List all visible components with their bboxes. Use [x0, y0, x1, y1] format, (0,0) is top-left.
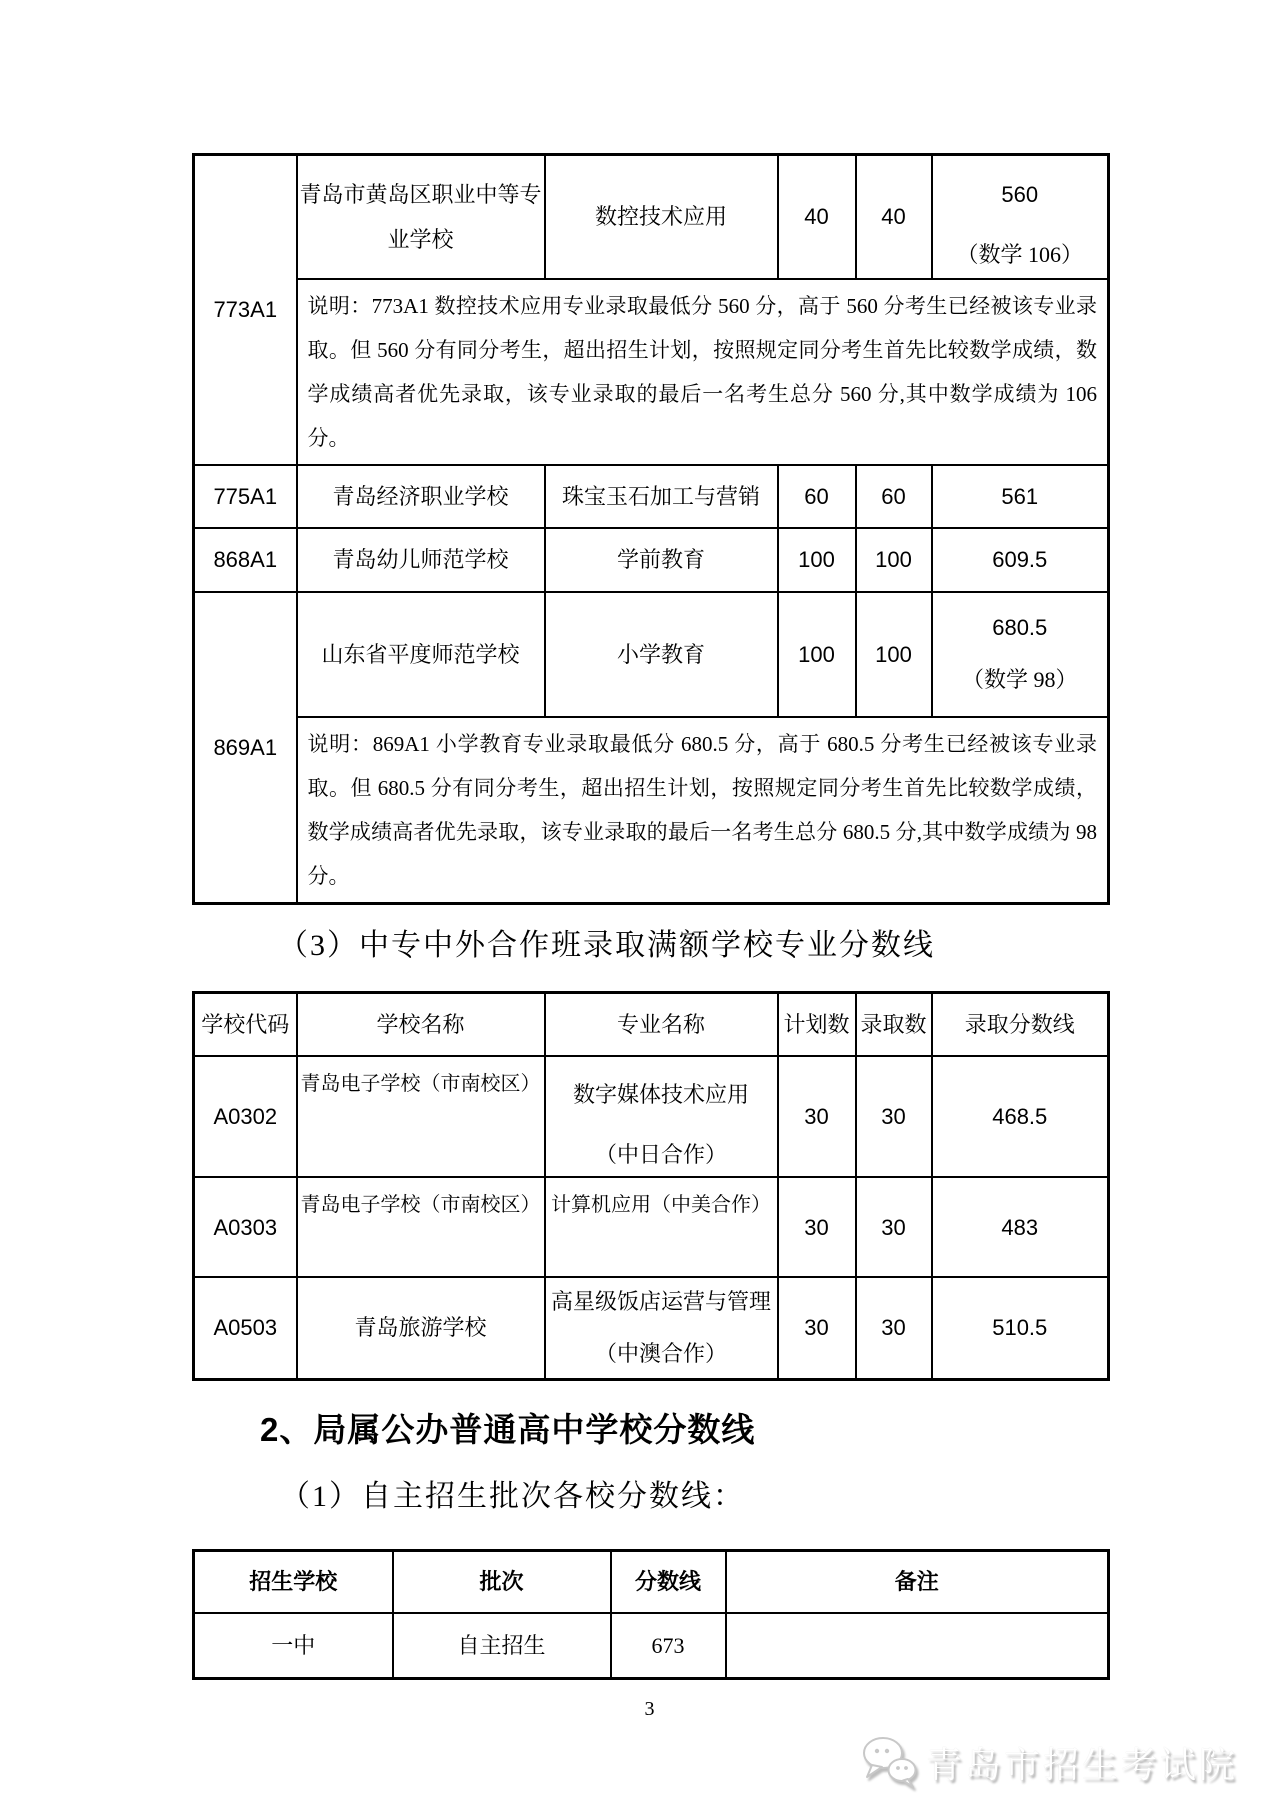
vocational-score-table	[192, 153, 1110, 905]
section-heading-self-enroll: （1）自主招生批次各校分数线：	[280, 1479, 745, 1513]
school-name-cell: 青岛经济职业学校	[297, 465, 545, 528]
batch-cell: 自主招生	[393, 1613, 611, 1678]
score-line-cell: 510.5	[932, 1277, 1109, 1379]
header-admitted-count: 录取数	[856, 992, 932, 1056]
plan-count-cell: 30	[778, 1177, 856, 1277]
table-row	[194, 155, 1109, 279]
school-code-cell: A0303	[194, 1177, 297, 1277]
coop-score-table	[192, 991, 1110, 1381]
score-line-cell: 561	[932, 465, 1109, 528]
admitted-count-cell: 100	[856, 528, 932, 592]
school-code-cell: A0503	[194, 1277, 297, 1379]
major-name-cell: 珠宝玉石加工与营销	[545, 465, 778, 528]
plan-count-cell: 100	[778, 528, 856, 592]
page-number: 3	[644, 1697, 655, 1720]
school-name-cell: 青岛市黄岛区职业中等专业学校	[297, 155, 545, 279]
major-line2: （中澳合作）	[594, 1340, 727, 1366]
table-row	[194, 717, 1109, 904]
table-row	[194, 1177, 1109, 1277]
plan-count-cell: 40	[778, 155, 856, 279]
self-enroll-table	[192, 1549, 1110, 1680]
major-name-cell: 小学教育	[545, 592, 778, 717]
header-remark: 备注	[726, 1550, 1109, 1613]
table-row	[194, 1613, 1109, 1678]
school-name-cell: 山东省平度师范学校	[297, 592, 545, 717]
major-name-cell: 学前教育	[545, 528, 778, 592]
admitted-count-cell: 30	[856, 1056, 932, 1177]
header-major-name: 专业名称	[545, 992, 778, 1056]
score-line-cell: 483	[932, 1177, 1109, 1277]
remark-cell	[726, 1613, 1109, 1678]
major-line1: 数字媒体技术应用	[572, 1081, 749, 1107]
major-name-cell: 计算机应用（中美合作）	[545, 1177, 778, 1277]
score-stack	[933, 615, 1108, 693]
header-plan-count: 计划数	[778, 992, 856, 1056]
admitted-count-cell: 30	[856, 1277, 932, 1379]
plan-count-cell: 30	[778, 1277, 856, 1379]
table-row	[194, 1056, 1109, 1177]
major-line2: （中日合作）	[594, 1141, 727, 1167]
major-stack	[546, 1066, 777, 1168]
header-score-line: 录取分数线	[932, 992, 1109, 1056]
watermark-footer	[860, 1734, 1238, 1790]
section-heading-coop: （3）中专中外合作班录取满额学校专业分数线	[278, 928, 935, 962]
admitted-count-cell: 60	[856, 465, 932, 528]
score-line-cell	[932, 155, 1109, 279]
enroll-school-cell: 一中	[194, 1613, 393, 1678]
table-header-row	[194, 992, 1109, 1056]
plan-count-cell: 30	[778, 1056, 856, 1177]
major-name-cell: 数控技术应用	[545, 155, 778, 279]
table-row	[194, 465, 1109, 528]
table-row	[194, 592, 1109, 717]
wechat-logo-icon	[860, 1734, 918, 1790]
table-row	[194, 1277, 1109, 1379]
section-heading-public-high: 2、局属公办普通高中学校分数线	[260, 1410, 756, 1448]
major-line1: 高星级饭店运营与管理	[550, 1288, 771, 1314]
school-code-cell: A0302	[194, 1056, 297, 1177]
school-code-cell: 869A1	[194, 592, 297, 904]
school-code-cell: 773A1	[194, 155, 297, 465]
score-math-note: （数学 98）	[961, 667, 1078, 692]
major-name-cell	[545, 1056, 778, 1177]
tie-break-note: 说明：869A1 小学教育专业录取最低分 680.5 分，高于 680.5 分考生已经被该专业录取。但 680.5 分有同分考生，超出招生计划，按照规定同分考生首先比较数学成绩，数学成绩高者优先录取，该专业录取的最后一名考生总分 680.5 分,其中数学成绩为 98 分。	[297, 717, 1109, 904]
score-line-cell: 609.5	[932, 528, 1109, 592]
score-math-note: （数学 106）	[956, 241, 1083, 267]
plan-count-cell: 60	[778, 465, 856, 528]
table-row	[194, 279, 1109, 465]
admitted-count-cell: 100	[856, 592, 932, 717]
page-content	[192, 0, 1107, 1721]
table-row	[194, 528, 1109, 592]
major-name-cell	[545, 1277, 778, 1379]
school-name-cell: 青岛电子学校（市南校区）	[297, 1177, 545, 1277]
header-enroll-school: 招生学校	[194, 1550, 393, 1613]
school-name-cell: 青岛幼儿师范学校	[297, 528, 545, 592]
tie-break-note: 说明：773A1 数控技术应用专业录取最低分 560 分，高于 560 分考生已经被该专业录取。但 560 分有同分考生，超出招生计划，按照规定同分考生首先比较数学成绩，数学成绩高者优先录取，该专业录取的最后一名考生总分 560 分,其中数学成绩为 106 分。	[297, 279, 1109, 465]
score-value: 560	[1001, 181, 1039, 207]
score-value: 680.5	[992, 615, 1048, 640]
table-header-row	[194, 1550, 1109, 1613]
header-score-line: 分数线	[611, 1550, 726, 1613]
score-line-cell: 468.5	[932, 1056, 1109, 1177]
plan-count-cell: 100	[778, 592, 856, 717]
score-line-cell	[932, 592, 1109, 717]
score-stack	[933, 166, 1108, 268]
school-name-cell: 青岛电子学校（市南校区）	[297, 1056, 545, 1177]
header-batch: 批次	[393, 1550, 611, 1613]
header-school-code: 学校代码	[194, 992, 297, 1056]
score-line-cell: 673	[611, 1613, 726, 1678]
major-stack	[546, 1289, 777, 1367]
school-name-cell: 青岛旅游学校	[297, 1277, 545, 1379]
admitted-count-cell: 30	[856, 1177, 932, 1277]
school-code-cell: 868A1	[194, 528, 297, 592]
watermark-brand-text: 青岛市招生考试院	[925, 1743, 1238, 1785]
header-school-name: 学校名称	[297, 992, 545, 1056]
school-code-cell: 775A1	[194, 465, 297, 528]
admitted-count-cell: 40	[856, 155, 932, 279]
